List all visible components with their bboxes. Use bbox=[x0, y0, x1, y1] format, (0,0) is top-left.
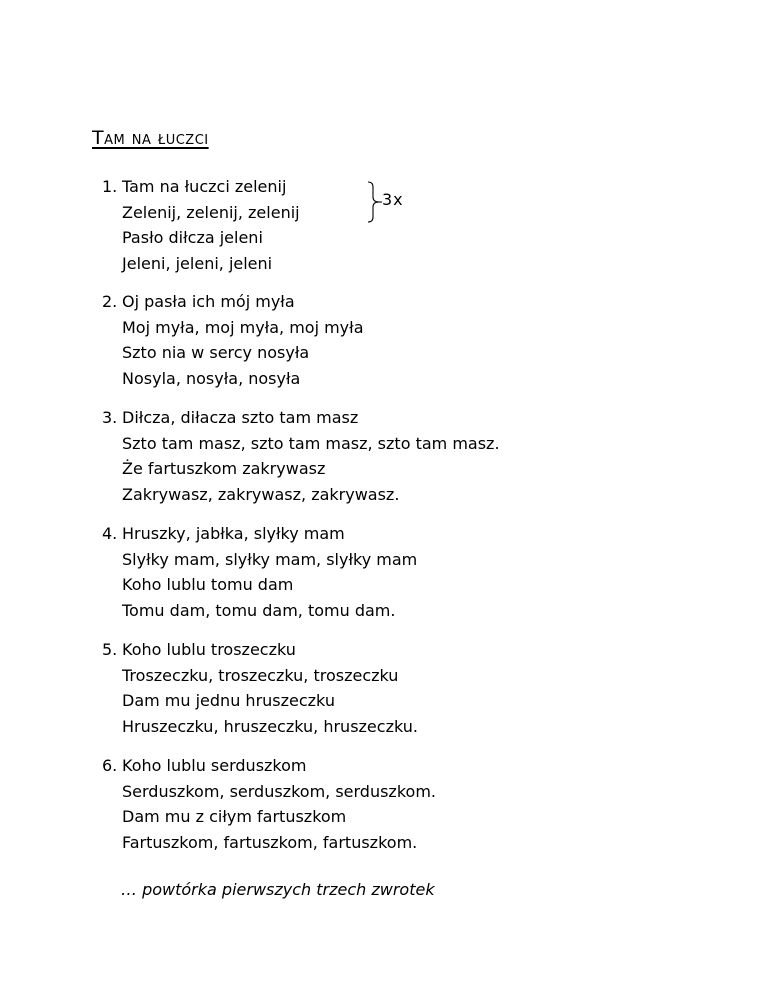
verse-line: Serduszkom, serduszkom, serduszkom. bbox=[122, 781, 436, 801]
song-title: Tam na łuczci bbox=[92, 127, 209, 149]
footer-note: … powtórka pierwszych trzech zwrotek bbox=[121, 880, 435, 899]
verse-line: Tomu dam, tomu dam, tomu dam. bbox=[122, 600, 396, 620]
verse-2 bbox=[102, 289, 364, 391]
verse-line: Hruszeczku, hruszeczku, hruszeczku. bbox=[122, 716, 418, 736]
verse-line: Oj pasła ich mój myła bbox=[122, 292, 295, 311]
verse-1 bbox=[102, 174, 300, 276]
verse-line: Hruszky, jabłka, slyłky mam bbox=[122, 524, 345, 543]
verse-line: Szto tam masz, szto tam masz, szto tam masz. bbox=[122, 433, 500, 453]
verse-line: Slyłky mam, slyłky mam, slyłky mam bbox=[122, 549, 418, 569]
verse-line: Koho lublu troszeczku bbox=[122, 640, 296, 659]
verse-line: Szto nia w sercy nosyła bbox=[122, 343, 310, 362]
verse-line: Nosyla, nosyła, nosyła bbox=[122, 368, 301, 388]
verse-3 bbox=[102, 405, 500, 507]
verse-line: Koho lublu tomu dam bbox=[122, 575, 294, 594]
verse-number: 1. bbox=[102, 177, 118, 196]
verse-line: Dam mu z ciłym fartuszkom bbox=[122, 807, 347, 826]
repeat-mark: 3x bbox=[382, 190, 404, 209]
verse-line: Troszeczku, troszeczku, troszeczku bbox=[122, 665, 399, 685]
verse-line: Zelenij, zelenij, zelenij bbox=[122, 202, 300, 222]
verse-line: Koho lublu serduszkom bbox=[122, 756, 307, 775]
verse-line: Że fartuszkom zakrywasz bbox=[122, 459, 326, 478]
verse-number: 2. bbox=[102, 292, 118, 311]
verse-number: 5. bbox=[102, 640, 118, 659]
verse-line: Dam mu jednu hruszeczku bbox=[122, 691, 335, 710]
verse-6 bbox=[102, 753, 436, 855]
verse-line: Fartuszkom, fartuszkom, fartuszkom. bbox=[122, 832, 418, 852]
verse-line: Jeleni, jeleni, jeleni bbox=[122, 253, 273, 273]
verse-line: Pasło diłcza jeleni bbox=[122, 228, 263, 247]
verse-number: 4. bbox=[102, 524, 118, 543]
verse-number: 3. bbox=[102, 408, 118, 427]
verse-5 bbox=[102, 637, 418, 739]
verse-line: Diłcza, diłacza szto tam masz bbox=[122, 408, 359, 427]
verse-line: Zakrywasz, zakrywasz, zakrywasz. bbox=[122, 484, 400, 504]
verse-number: 6. bbox=[102, 756, 118, 775]
repeat-brace-icon bbox=[367, 181, 383, 223]
verse-4 bbox=[102, 521, 417, 623]
verse-line: Tam na łuczci zelenij bbox=[122, 177, 287, 196]
verse-line: Moj myła, moj myła, moj myła bbox=[122, 317, 364, 337]
